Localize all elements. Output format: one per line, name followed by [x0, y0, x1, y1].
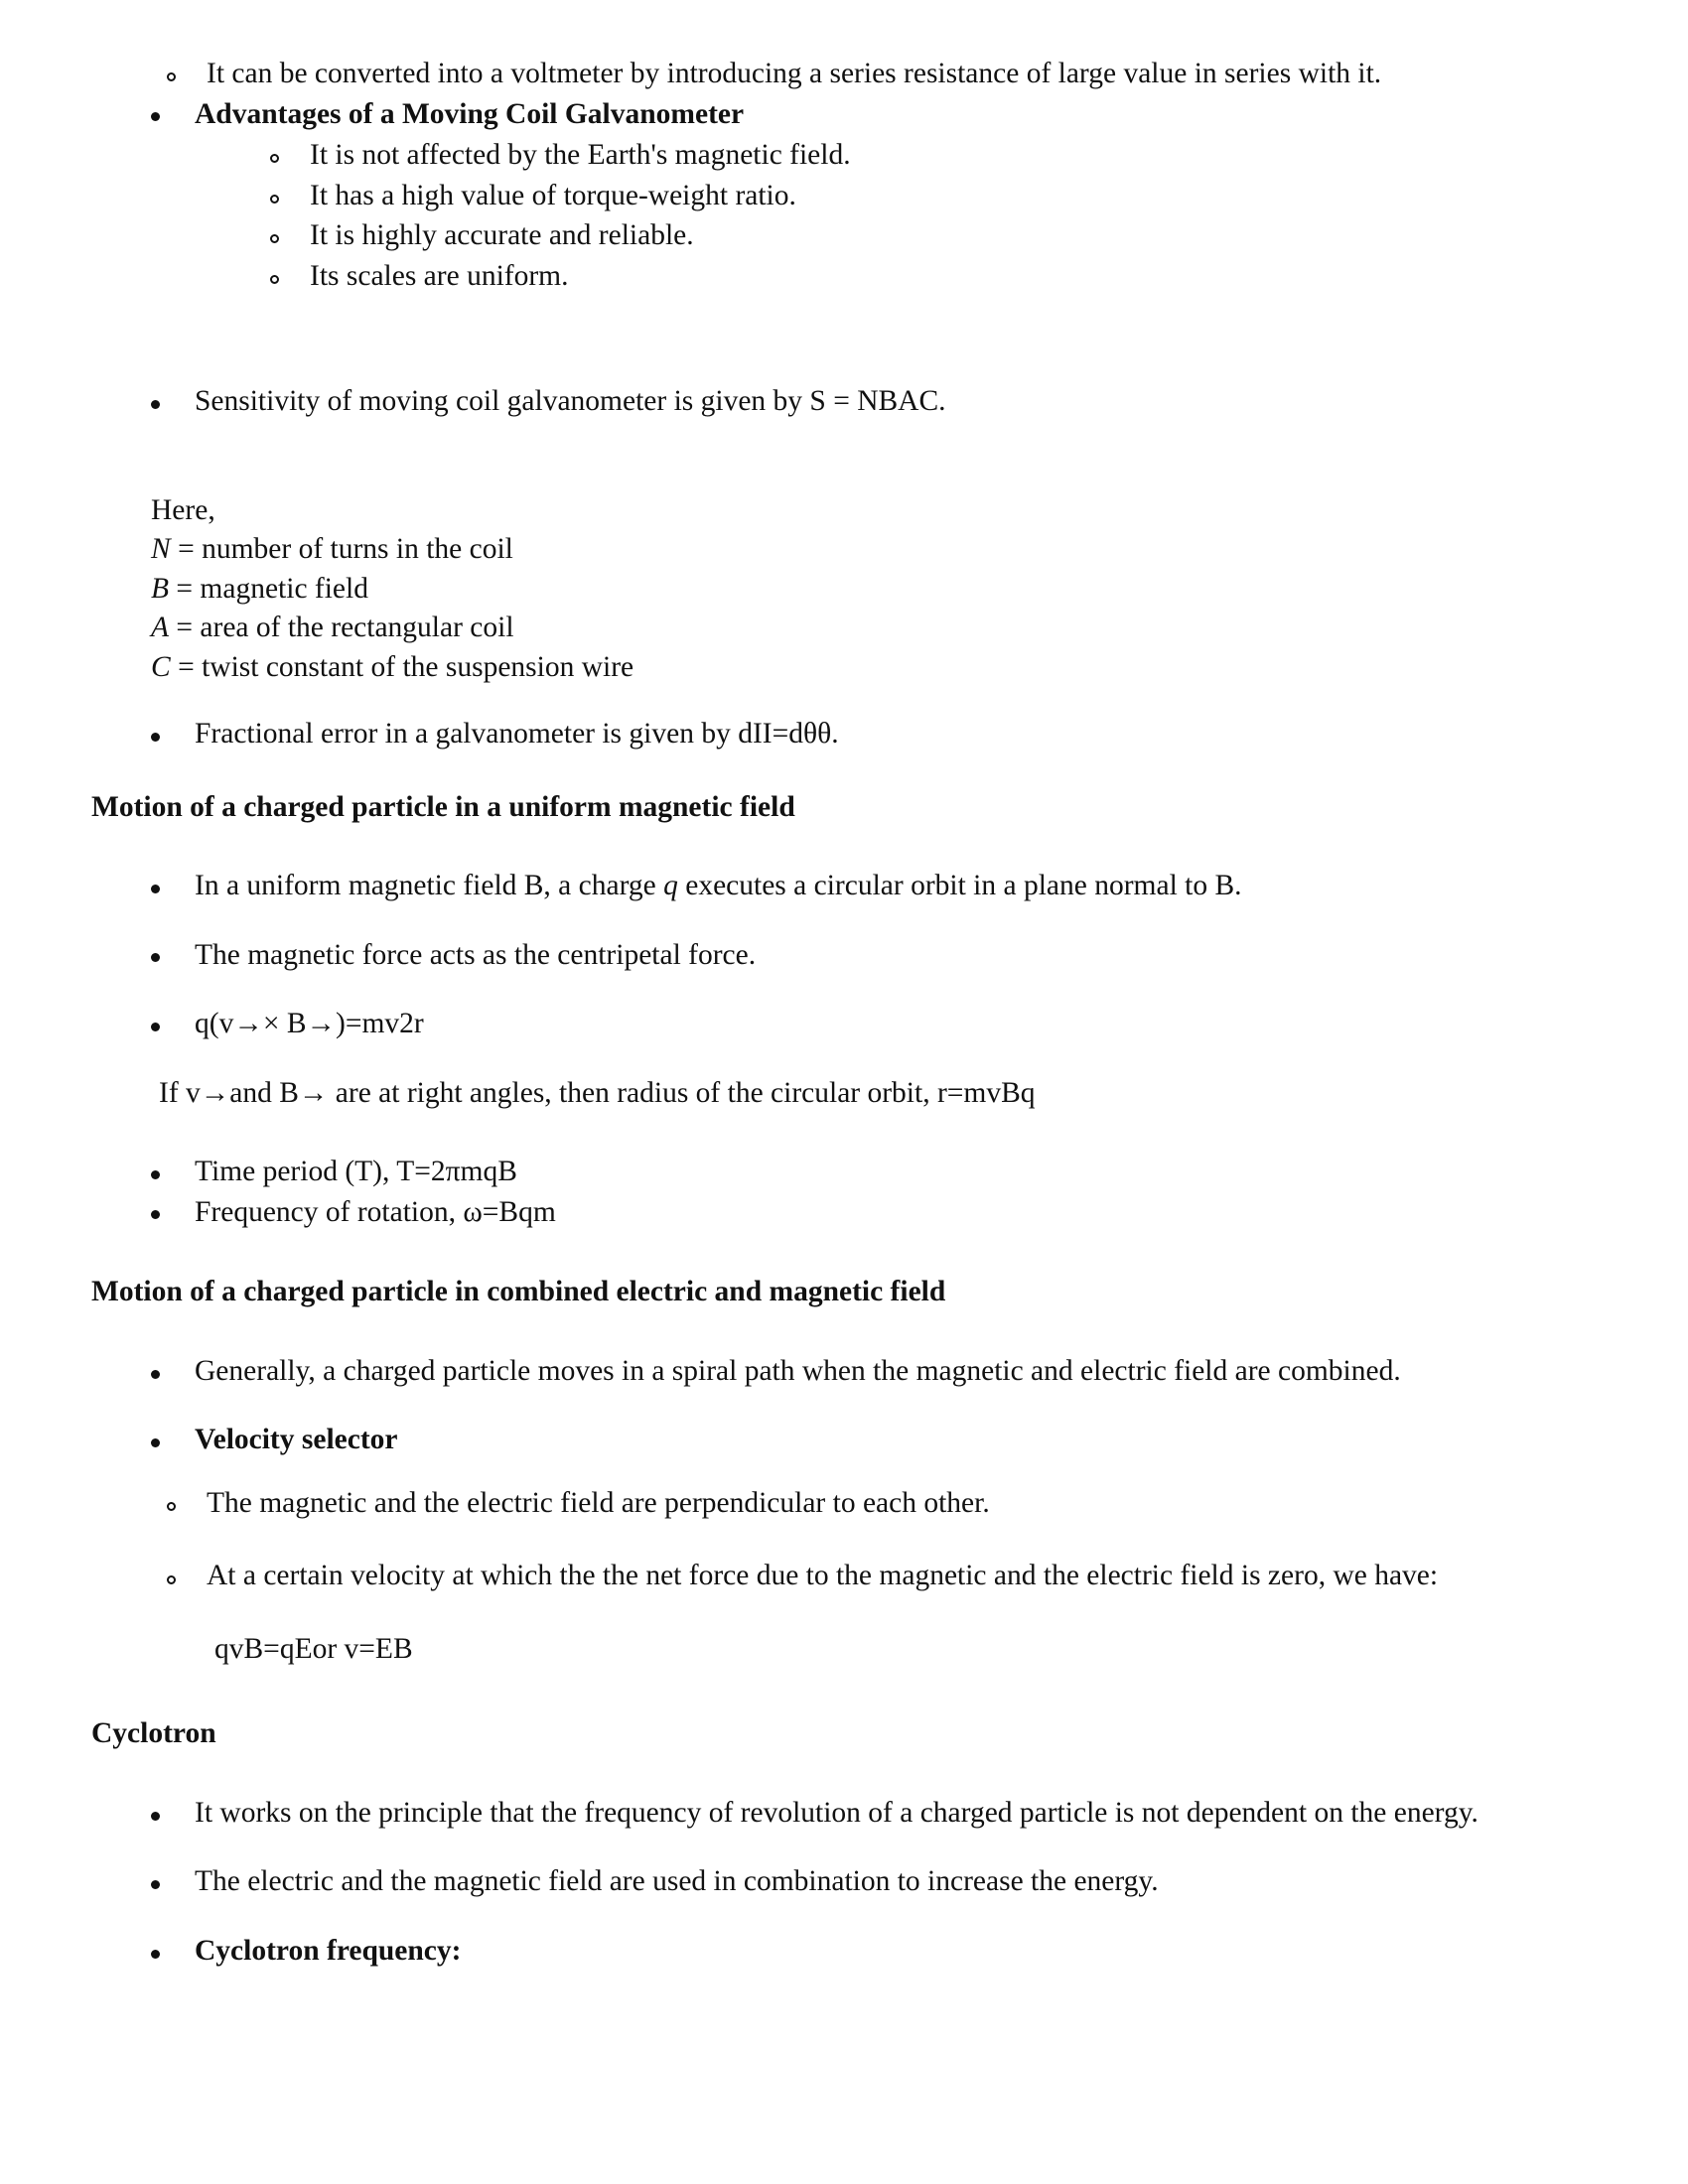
- velocity-selector-formula: qvB=qEor v=EB: [214, 1632, 413, 1665]
- velocity-selector-label: Velocity selector: [195, 1424, 398, 1456]
- fractional-error-list: [91, 715, 1611, 754]
- cyclotron-principle-text: It works on the principle that the frequency of revolution of a charged particle is not dependent on the energy.: [195, 1796, 1478, 1829]
- spacer: [91, 1233, 1611, 1273]
- sensitivity-list: [91, 382, 1611, 422]
- list-item: [159, 1557, 1611, 1596]
- uniform-field-list: [91, 867, 1611, 1044]
- advantage-text: Its scales are uniform.: [310, 259, 569, 292]
- list-item: [143, 382, 1611, 422]
- definition-text: = twist constant of the suspension wire: [178, 650, 634, 683]
- section-heading-combined-field: Motion of a charged particle in combined electric and magnetic field: [91, 1276, 946, 1308]
- definition-text: = number of turns in the coil: [178, 533, 513, 566]
- definitions-block: [151, 491, 1611, 688]
- charge-orbit-post: executes a circular orbit in a plane normal to B.: [677, 870, 1242, 902]
- list-item: [143, 1193, 1611, 1233]
- spiral-path-text: Generally, a charged particle moves in a spiral path when the magnetic and electric field are combined.: [195, 1354, 1401, 1387]
- advantage-text: It is highly accurate and reliable.: [310, 219, 694, 252]
- list-item: [262, 216, 1611, 256]
- list-item: [262, 257, 1611, 297]
- sensitivity-text: Sensitivity of moving coil galvanometer is given by S = NBAC.: [195, 385, 946, 418]
- spacer: [91, 1312, 1611, 1352]
- list-item: [143, 1153, 1611, 1192]
- cyclotron-list: [91, 1794, 1611, 1972]
- advantages-heading: Advantages of a Moving Coil Galvanometer: [195, 97, 745, 130]
- spacer: [91, 1669, 1611, 1714]
- velocity-selector-point: The magnetic and the electric field are perpendicular to each other.: [207, 1486, 990, 1519]
- list-item: [143, 1421, 1611, 1460]
- page-content: [91, 55, 1611, 1971]
- definition-symbol: N: [151, 533, 171, 566]
- fractional-error-text: Fractional error in a galvanometer is given by dII=dθθ.: [195, 718, 839, 751]
- definition-line: [151, 648, 1611, 688]
- advantage-text: It is not affected by the Earth's magnetic field.: [310, 139, 851, 172]
- list-item: [143, 95, 1611, 297]
- spacer: [91, 422, 1611, 491]
- charge-orbit-pre: In a uniform magnetic field B, a charge: [195, 870, 664, 902]
- list-item: [159, 1484, 1611, 1524]
- spacer: [91, 297, 1611, 382]
- list-item: [143, 1005, 1611, 1044]
- definition-line: [151, 570, 1611, 610]
- spacer: [91, 1113, 1611, 1153]
- cyclotron-energy-text: The electric and the magnetic field are used in combination to increase the energy.: [195, 1865, 1159, 1898]
- spacer: [91, 827, 1611, 867]
- definition-text: = magnetic field: [176, 572, 368, 605]
- list-item: [143, 1862, 1611, 1902]
- list-item: [143, 1352, 1611, 1392]
- voltmeter-sublist: [91, 55, 1611, 94]
- list-item: [143, 936, 1611, 976]
- list-item: [143, 1932, 1611, 1972]
- right-angles-note: If v→and B→ are at right angles, then radius of the circular orbit, r=mvBq: [159, 1076, 1036, 1109]
- spacer: [91, 687, 1611, 715]
- time-period-text: Time period (T), T=2πmqB: [195, 1156, 517, 1188]
- lorentz-formula: q(v→× B→)=mv2r: [195, 1008, 424, 1040]
- definition-line: [151, 609, 1611, 648]
- definition-line: [151, 530, 1611, 570]
- voltmeter-bullet-text: It can be converted into a voltmeter by introducing a series resistance of large value in series with it.: [207, 58, 1382, 89]
- cyclotron-frequency-label: Cyclotron frequency:: [195, 1934, 462, 1967]
- list-item: [262, 177, 1611, 216]
- advantage-text: It has a high value of torque-weight ratio.: [310, 179, 796, 211]
- list-item: [143, 715, 1611, 754]
- velocity-selector-point: At a certain velocity at which the the net force due to the magnetic and the electric field is zero, we have:: [207, 1560, 1439, 1592]
- spacer: [91, 1754, 1611, 1794]
- definition-symbol: B: [151, 572, 170, 605]
- combined-field-list: [91, 1352, 1611, 1460]
- list-item: [143, 867, 1611, 906]
- advantages-list: [91, 95, 1611, 297]
- list-item: [159, 55, 1611, 94]
- definition-symbol: C: [151, 650, 171, 683]
- list-item: [143, 1794, 1611, 1834]
- advantages-sublist: [195, 136, 1611, 296]
- centripetal-text: The magnetic force acts as the centripetal force.: [195, 938, 757, 971]
- list-item: [262, 136, 1611, 176]
- spacer: [91, 754, 1611, 788]
- section-heading-cyclotron: Cyclotron: [91, 1717, 216, 1750]
- definition-symbol: A: [151, 612, 170, 644]
- period-frequency-list: [91, 1153, 1611, 1232]
- section-heading-uniform-field: Motion of a charged particle in a uniform magnetic field: [91, 790, 795, 823]
- frequency-text: Frequency of rotation, ω=Bqm: [195, 1195, 556, 1228]
- charge-symbol: q: [663, 870, 678, 902]
- here-label: Here,: [151, 493, 215, 526]
- definition-text: = area of the rectangular coil: [176, 612, 514, 644]
- velocity-selector-sublist: [91, 1484, 1611, 1596]
